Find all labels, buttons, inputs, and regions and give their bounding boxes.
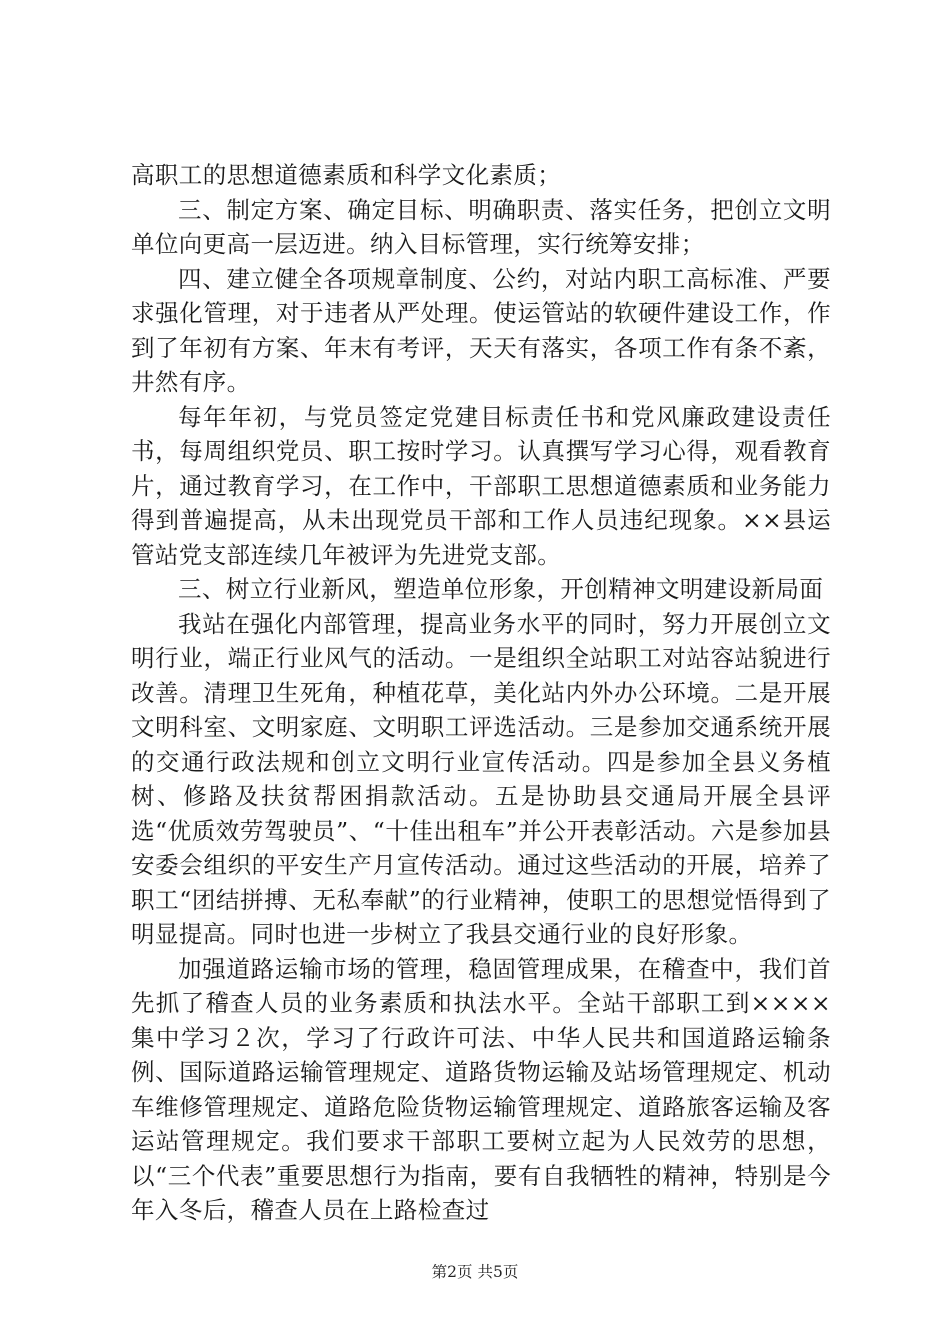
paragraph-market-management: 加强道路运输市场的管理，稳固管理成果，在稽查中，我们首先抓了稽查人员的业务素质和执法水平。全站干部职工到××××集中学习２次，学习了行政许可法、中华人民共和国道路运输条例、国际道路运输管理规定、道路货物运输及站场管理规定、机动车维修管理规定、道路危险货物运输管理规定、道路旅客运输及客运站管理规定。我们要求干部职工要树立起为人民效劳的思想，以“三个代表”重要思想行为指南，要有自我牺牲的精神，特别是今年入冬后，稽查人员在上路检查过 [131, 954, 831, 1224]
page-number-footer: 第2页 共5页 [431, 1263, 519, 1281]
paragraph-item-4: 四、建立健全各项规章制度、公约，对站内职工高标准、严要求强化管理，对于违者从严处理。使运管站的软硬件建设工作，作到了年初有方案、年末有考评，天天有落实，各项工作有条不紊，井然有序。 [131, 264, 831, 396]
paragraph-civilization-activities: 我站在强化内部管理，提高业务水平的同时，努力开展创立文明行业，端正行业风气的活动。一是组织全站职工对站容站貌进行改善。清理卫生死角，种植花草，美化站内外办公环境。二是开展文明科室、文明家庭、文明职工评选活动。三是参加交通系统开展的交通行政法规和创立文明行业宣传活动。四是参加全县义务植树、修路及扶贫帮困捐款活动。五是协助县交通局开展全县评选“优质效劳驾驶员”、“十佳出租车”并公开表彰活动。六是参加县安委会组织的平安生产月宣传活动。通过这些活动的开展，培养了职工“团结拼搏、无私奉献”的行业精神，使职工的思想觉悟得到了明显提高。同时也进一步树立了我县交通行业的良好形象。 [131, 609, 831, 948]
paragraph-continuation: 高职工的思想道德素质和科学文化素质； [131, 161, 562, 189]
paragraph-item-3: 三、制定方案、确定目标、明确职责、落实任务，把创立文明单位向更高一层迈进。纳入目标管理，实行统筹安排； [131, 195, 831, 258]
paragraph-party-building: 每年年初，与党员签定党建目标责任书和党风廉政建设责任书，每周组织党员、职工按时学习。认真撰写学习心得，观看教育片，通过教育学习，在工作中，干部职工思想道德素质和业务能力得到普遍提高，从未出现党员干部和工作人员违纪现象。××县运管站党支部连续几年被评为先进党支部。 [131, 402, 831, 569]
document-body [131, 158, 831, 1228]
section-heading-3: 三、树立行业新风，塑造单位形象，开创精神文明建设新局面 [178, 575, 824, 603]
